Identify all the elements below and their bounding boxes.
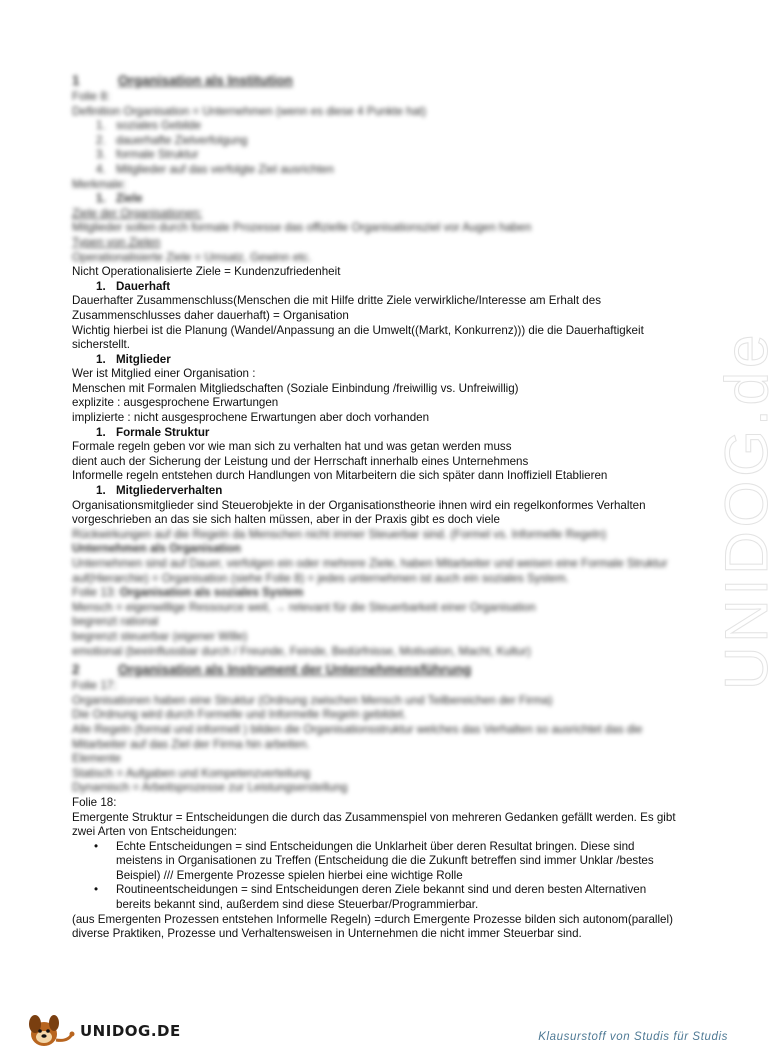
bullet-icon: • (94, 883, 99, 897)
mitglieder-line-2: Menschen mit Formalen Mitgliedschaften (Soziale Einbindung /freiwillig vs. Unfreiwillig) (72, 381, 519, 395)
mitglieder-line-3: explizite : ausgesprochene Erwartungen (72, 396, 279, 410)
struktur-heading: 1. Formale Struktur (96, 425, 210, 439)
watermark: UNIDOG.de (713, 330, 780, 690)
ziele-line-1: Ziele der Organisationen: (72, 206, 203, 220)
point-2: 2. dauerhafte Zielverfolgung (96, 133, 248, 147)
unidog-logo (22, 1010, 181, 1050)
point-3: 3. formale Struktur (96, 148, 199, 162)
unternehmen-line-1: Unternehmen sind auf Dauer, verfolgen ein oder mehrere Ziele, haben Mitarbeiter und weisen eine Formale Struktur auf(Hierarchie) = Organisation (siehe Folie 8) = jedes unternehmen ist auch ein soziales System. (72, 557, 668, 585)
section2-line-5: Elemente (72, 752, 121, 766)
merkmale-label: Merkmale: (72, 177, 127, 191)
mitglieder-heading: 1. Mitglieder (96, 352, 171, 366)
closing-paragraph: (aus Emergenten Prozessen entstehen Informelle Regeln) =durch Emergente Prozesse bilden sich autonom(parallel) diverse Praktiken, Prozesse und Verhaltensweisen in Unternehmen die nicht immer Steuerbar sind. (72, 912, 673, 941)
ziele-clear-line: Nicht Operationalisierte Ziele = Kundenzufriedenheit (72, 265, 341, 279)
ziele-heading: 1. Ziele (96, 192, 143, 206)
definition-line: Definition Organisation = Unternehmen (wenn es diese 4 Punkte hat) (72, 104, 427, 118)
section2-line-3: Die Ordnung wird durch Formelle und Informelle Regeln gebildet. (72, 708, 407, 722)
list-item: • Routineentscheidungen = sind Entscheidungen deren Ziele bekannt sind und deren besten Alternativen bereits bekannt sind, außerdem sind diese Steuerbar/Programmierbar. (94, 883, 647, 912)
section2-line-6: Statisch = Aufgaben und Kompetenzverteilung (72, 766, 311, 780)
struktur-line-1: Formale regeln geben vor wie man sich zu verhalten hat und was getan werden muss (72, 440, 512, 454)
ziele-line-4: Operationalisierte Ziele = Umsatz, Gewinn etc. (72, 250, 312, 264)
point-4: 4. Mitglieder auf das verfolgte Ziel ausrichten (96, 162, 334, 176)
folie18-label: Folie 18: (72, 795, 117, 809)
section2-line-2: Organisationen haben eine Struktur (Ordnung zwischen Mensch und Teilbereichen der Firma) (72, 693, 553, 707)
mitgliederverhalten-line-1: Organisationsmitglieder sind Steuerobjekte in der Organisationstheorie ihnen wird ein regelkonformes Verhalten vorgeschrieben an das sie sich halten müssen, aber in der Praxis gibt es doch viele (72, 498, 646, 527)
unternehmen-heading: Unternehmen als Organisation (72, 542, 241, 556)
ziele-line-2: Mitglieder sollen durch formale Prozesse das offizielle Organisationsziel vor Augen haben (72, 221, 532, 235)
section2-line-7: Dynamisch = Arbeitsprozesse zur Leistungserstellung (72, 781, 348, 795)
dauerhaft-line-1: Dauerhafter Zusammenschluss(Menschen die mit Hilfe dritte Ziele verwirkliche/Interesse am Erhalt des Zusammenschlusses daher dauerhaft) = Organisation (72, 294, 602, 322)
dog-mascot-icon (22, 1010, 78, 1050)
section2-line-4: Alle Regeln (formal und informell ) bilden die Organisationsstruktur welches das Verhalten so ausrichtet das die Mitarbeiter auf das Ziel der Firma hin arbeiten. (72, 722, 643, 751)
ziele-line-3: Typen von Zielen (72, 235, 161, 249)
emergent-line: Emergente Struktur = Entscheidungen die durch das Zusammenspiel von mehreren Gedanken gefällt werden. Es gibt zwei Arten von Entscheidungen: (72, 810, 676, 839)
point-1: 1. soziales Gebilde (96, 119, 202, 133)
logo-text: UNIDOG.DE (80, 1022, 181, 1040)
struktur-line-3: Informelle regeln entstehen durch Handlungen von Mitarbeitern die sich später dann Inoffiziell Etablieren (72, 469, 608, 483)
dauerhaft-heading: 1. Dauerhaft (96, 279, 171, 293)
section-1-heading: 1 Organisation als Institution (72, 73, 293, 88)
system-line-1: Mensch = eigenwillige Ressource weil, → relevant für die Steuerbarkeit einer Organisation (72, 600, 536, 614)
section-2-heading: 2 Organisation als Instrument der Unternehmensführung (72, 662, 472, 678)
mitgliederverhalten-heading: 1. Mitgliederverhalten (96, 484, 223, 498)
folie-label: Folie 8: (72, 90, 111, 103)
mitglieder-line-1: Wer ist Mitglied einer Organisation : (72, 367, 256, 381)
folie17-line: Folie 17: (72, 679, 117, 693)
list-item: • Echte Entscheidungen = sind Entscheidungen die Unklarheit über deren Resultat bringen. Diese sind meistens in Organisationen zu Treffen (Entscheidung die die Zukunft betreffen sind immer Unklar /bestes Beispiel) /// Emergente Prozesse spielen hierbei eine wichtige Rolle (94, 839, 654, 882)
system-line-3: begrenzt steuerbar (eigener Wille) (72, 629, 248, 643)
system-line-4: emotional (beeinflussbar durch / Freunde, Feinde, Bedürfnisse, Motivation, Macht, Kultur) (72, 644, 531, 658)
bullet-icon: • (94, 839, 99, 853)
footer-tagline: Klausurstoff von Studis für Studis (538, 1031, 728, 1043)
decision-types-list (72, 840, 682, 913)
folie13-line: Folie 13: Organisation als soziales System (72, 586, 304, 600)
dauerhaft-line-2: Wichtig hierbei ist die Planung (Wandel/Anpassung an die Umwelt((Markt, Konkurrenz))) die die Dauerhaftigkeit sicherstellt. (72, 323, 644, 352)
system-line-2: begrenzt rational (72, 615, 159, 629)
struktur-line-2: dient auch der Sicherung der Leistung und der Herrschaft innerhalb eines Unternehmens (72, 454, 529, 468)
mitglieder-line-4: implizierte : nicht ausgesprochene Erwartungen aber doch vorhanden (72, 411, 430, 425)
document-body (72, 70, 682, 942)
mitgliederverhalten-line-2: Rückwirkungen auf die Regeln da Menschen nicht immer Steuerbar sind. (Formel vs. Informelle Regeln) (72, 527, 607, 541)
